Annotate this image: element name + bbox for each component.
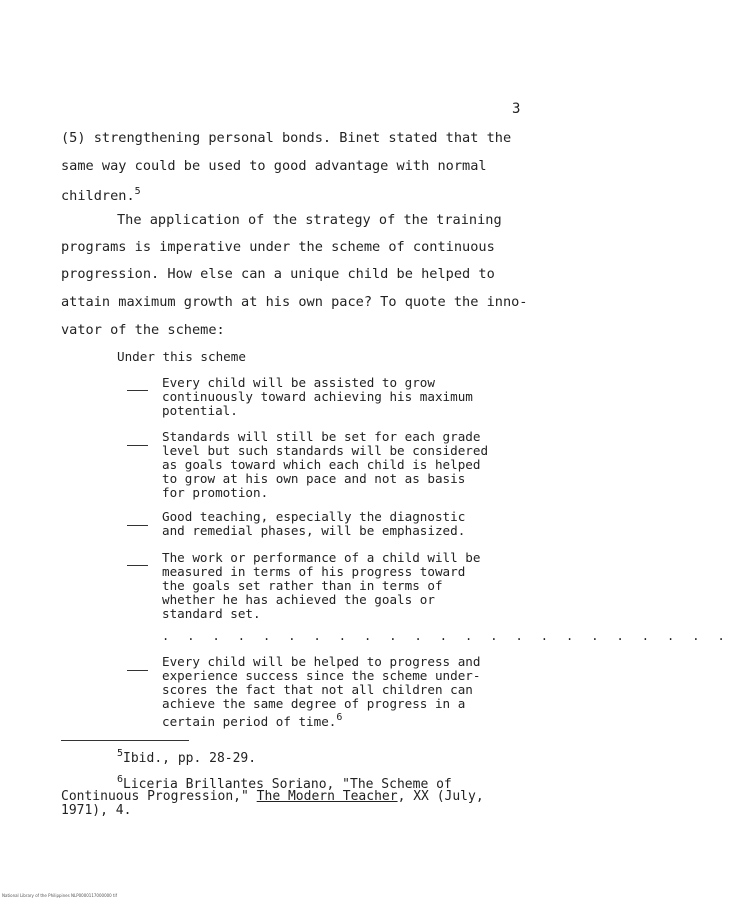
footnote-6-text: , XX (July, — [397, 789, 484, 804]
quote-line: for promotion. — [162, 485, 269, 500]
footnote-6-text: Continuous Progression," — [61, 789, 257, 804]
journal-title: The Modern Teacher — [256, 789, 398, 804]
quote-line: level but such standards will be considered — [162, 443, 489, 458]
quote-line: measured in terms of his progress toward — [162, 564, 466, 579]
quote-line: scores the fact that not all children can — [162, 682, 473, 697]
quote-line: the goals set rather than in terms of — [162, 578, 443, 593]
quote-line: Every child will be helped to progress and — [162, 654, 481, 669]
body-line: same way could be used to good advantage with normal — [61, 158, 487, 174]
quote-line: Standards will still be set for each grade — [162, 429, 481, 444]
blank-line — [127, 390, 148, 391]
quote-line: Good teaching, especially the diagnostic — [162, 509, 466, 524]
blank-line — [127, 670, 148, 671]
quote-line: potential. — [162, 403, 238, 418]
footnote-ref-6: 6 — [336, 712, 343, 723]
footnote-mark-5: 5 — [117, 748, 124, 759]
scan-footer: National Library of the Philippines NLP0000117000000 tif — [2, 893, 118, 898]
body-line: progression. How else can a unique child be helped to — [61, 266, 495, 282]
footnote-6-text: Liceria Brillantes Soriano, "The Scheme of — [123, 777, 452, 792]
footnote-6-line: 1971), 4. — [61, 803, 132, 818]
footnote-mark-6: 6 — [117, 774, 124, 785]
footnote-ref-5: 5 — [134, 186, 141, 197]
footnote-6-line — [61, 789, 484, 804]
body-line: (5) strengthening personal bonds. Binet stated that the — [61, 130, 512, 146]
body-line: attain maximum growth at his own pace? To quote the inno- — [61, 294, 528, 310]
body-line: vator of the scheme: — [61, 322, 225, 338]
quote-line: experience success since the scheme under- — [162, 668, 481, 683]
quote-line: and remedial phases, will be emphasized. — [162, 523, 466, 538]
footnote-5-text: Ibid., pp. 28-29. — [123, 751, 257, 766]
quote-line: continuously toward achieving his maximum — [162, 389, 473, 404]
body-line-text: children. — [61, 188, 135, 204]
blank-line — [127, 445, 148, 446]
quote-line: Every child will be assisted to grow — [162, 375, 435, 390]
quote-line: The work or performance of a child will be — [162, 550, 481, 565]
blank-line — [127, 565, 148, 566]
quote-intro: Under this scheme — [117, 349, 246, 364]
quote-line: standard set. — [162, 606, 261, 621]
blank-line — [127, 525, 148, 526]
quote-line: whether he has achieved the goals or — [162, 592, 435, 607]
body-line: The application of the strategy of the training — [117, 212, 502, 228]
footnote-5 — [117, 748, 256, 766]
body-line — [61, 186, 141, 204]
quote-line: achieve the same degree of progress in a — [162, 696, 466, 711]
ellipsis-row: . . . . . . . . . . . . . . . . . . . . . . . — [162, 629, 730, 643]
quote-line-text: certain period of time. — [162, 714, 337, 729]
quote-line — [162, 711, 342, 730]
quote-line: as goals toward which each child is helped — [162, 457, 481, 472]
quote-line: to grow at his own pace and not as basis — [162, 471, 466, 486]
footnote-rule — [61, 740, 189, 741]
body-line: programs is imperative under the scheme of continuous — [61, 239, 495, 255]
page-number: 3 — [512, 101, 521, 117]
